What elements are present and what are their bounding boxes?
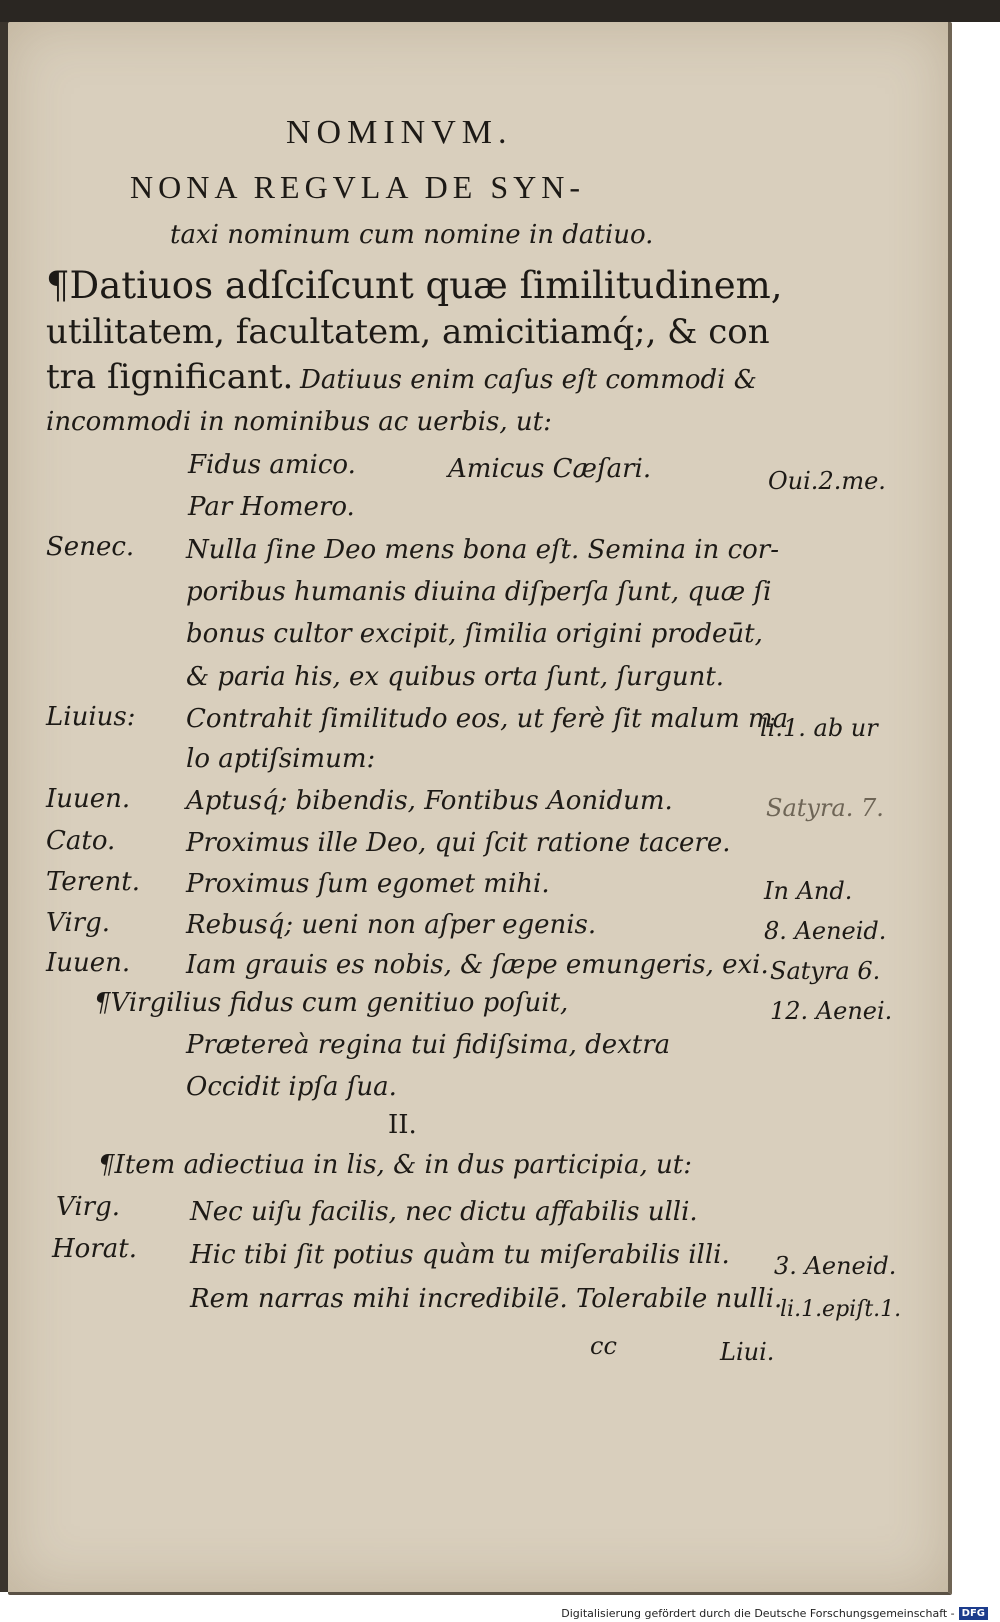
liuius-line-1: Contrahit ſimilitudo eos, ut ferè ſit malum ma [186, 704, 789, 734]
terent-line: Proximus ſum egomet mihi. [186, 869, 550, 899]
catchword: Liui. [720, 1338, 775, 1366]
liuius-line-2: lo aptiſsimum: [186, 744, 376, 774]
senec-line-1: Nulla ſine Deo mens bona eſt. Semina in cor- [186, 535, 779, 565]
item-line: ¶Item adiectiua in lis, & in dus participia, ut: [98, 1150, 692, 1180]
section-number: II. [388, 1110, 417, 1140]
scan-top-border [0, 0, 1000, 22]
margin-epist: li.1.epiſt.1. [780, 1297, 902, 1322]
virg-2-line: Nec uiſu facilis, nec dictu affabilis ulli. [190, 1197, 698, 1227]
signature-mark: cc [590, 1332, 617, 1360]
credit-text: Digitalisierung gefördert durch die Deutsche Forschungsgemeinschaft - [561, 1607, 955, 1620]
virgil-quote-1: Prætereà regina tui fidiſsima, dextra [186, 1030, 671, 1060]
virgil-quote-2: Occidit ipſa ſua. [186, 1072, 397, 1102]
label-terent: Terent. [46, 867, 140, 897]
senec-line-2: poribus humanis diuina diſperſa ſunt, quæ ſi [186, 577, 772, 607]
margin-liuius: li.1. ab ur [760, 714, 878, 742]
intro-line-3b: Datiuus enim caſus eſt commodi & [300, 365, 757, 395]
label-virg-2: Virg. [56, 1192, 120, 1222]
margin-aeneid-8: 8. Aeneid. [764, 917, 887, 945]
intro-line-4: incommodi in nominibus ac uerbis, ut: [46, 407, 552, 437]
label-virg: Virg. [46, 908, 110, 938]
margin-in-andria: In And. [764, 877, 853, 905]
margin-satyra-7: Satyra. 7. [766, 794, 884, 822]
senec-line-3: bonus cultor excipit, ſimilia origini prodeūt, [186, 619, 763, 649]
intro-line-3a: tra ſignificant. [46, 357, 294, 397]
label-horat: Horat. [52, 1234, 137, 1264]
label-iuuen: Iuuen. [46, 784, 131, 814]
example-par: Par Homero. [188, 492, 355, 522]
example-amicus: Amicus Cæſari. [448, 454, 652, 484]
horat-line: Hic tibi ſit potius quàm tu miſerabilis illi. [190, 1240, 730, 1270]
label-iuuen-2: Iuuen. [46, 948, 131, 978]
book-page [8, 22, 952, 1595]
label-liuius: Liuius: [46, 702, 136, 732]
iuuen-2-line: Iam grauis es nobis, & ſæpe emungeris, exi. [186, 950, 769, 980]
rule-title: NONA REGVLA DE SYN- [130, 169, 585, 205]
running-head: NOMINVM. [286, 114, 513, 151]
virgil-note: ¶Virgilius fidus cum genitiuo poſuit, [94, 988, 569, 1018]
margin-satyra-6: Satyra 6. [770, 957, 881, 985]
cato-line: Proximus ille Deo, qui ſcit ratione tacere. [186, 828, 731, 858]
label-cato: Cato. [46, 826, 116, 856]
iuuen-line: Aptusq́; bibendis, Fontibus Aonidum. [186, 786, 673, 816]
intro-line-1: ¶Datiuos adſciſcunt quæ ſimilitudinem, [46, 264, 783, 307]
margin-aeneid-3: 3. Aeneid. [774, 1252, 897, 1280]
margin-ovid: Oui.2.me. [768, 467, 886, 495]
rule-subtitle: taxi nominum cum nomine in datiuo. [170, 220, 654, 250]
intro-line-2: utilitatem, facultatem, amicitiamq́;, & con [46, 312, 770, 352]
dfg-logo: DFG [959, 1607, 988, 1620]
margin-aeneid-12: 12. Aenei. [770, 997, 893, 1025]
label-senec: Senec. [46, 532, 135, 562]
digitization-credit [561, 1607, 988, 1620]
example-fidus: Fidus amico. [188, 450, 356, 480]
last-line: Rem narras mihi incredibilē. Tolerabile nulli. [190, 1284, 783, 1314]
virg-line: Rebusq́; ueni non aſper egenis. [186, 910, 597, 940]
senec-line-4: & paria his, ex quibus orta ſunt, ſurgunt. [186, 662, 725, 692]
